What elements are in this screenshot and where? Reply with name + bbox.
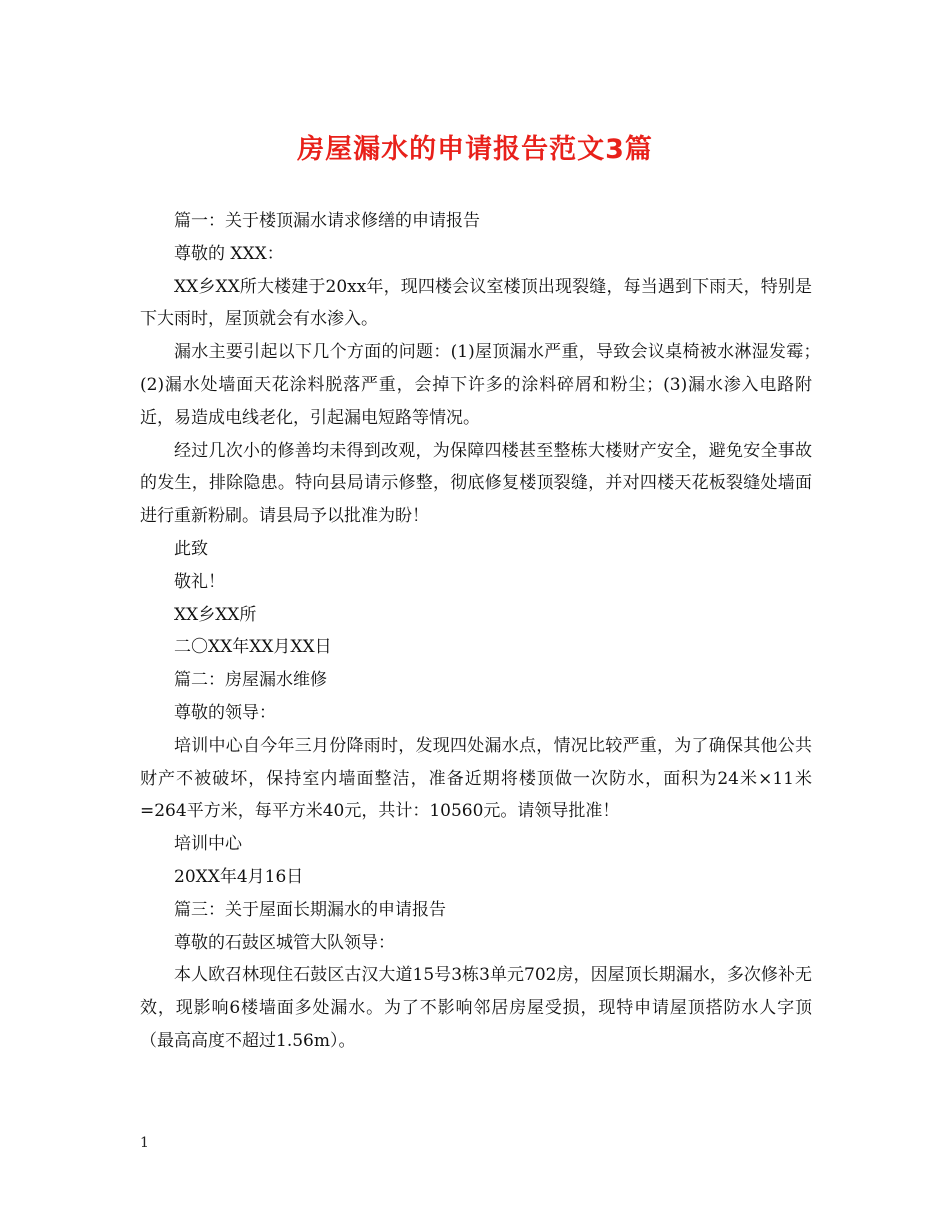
salutation: 尊敬的石鼓区城管大队领导： bbox=[174, 932, 395, 953]
body-paragraph: 经过几次小的修善均未得到改观，为保障四楼甚至整栋大楼财产安全，避免安全事故的发生，排除隐患。特向县局请示修整，彻底修复楼顶裂缝，并对四楼天花板裂缝处墙面进行重新粉刷。请县局予以批准为盼！ bbox=[140, 440, 812, 527]
signature: XX乡XX所 bbox=[174, 604, 257, 625]
salutation: 尊敬的领导： bbox=[174, 702, 276, 723]
body-paragraph: 培训中心自今年三月份降雨时，发现四处漏水点，情况比较严重，为了确保其他公共财产不被破坏，保持室内墙面整洁，准备近期将楼顶做一次防水，面积为24米×11米=264平方米，每平方米40元，共计：10560元。请领导批准！ bbox=[140, 735, 812, 822]
section-heading: 篇三：关于屋面长期漏水的申请报告 bbox=[174, 899, 446, 920]
date-line: 二〇XX年XX月XX日 bbox=[174, 637, 332, 658]
section-heading: 篇一：关于楼顶漏水请求修缮的申请报告 bbox=[174, 211, 480, 231]
body-paragraph: 漏水主要引起以下几个方面的问题：(1)屋顶漏水严重，导致会议桌椅被水淋湿发霉； (2)漏水处墙面天花涂料脱落严重，会掉下许多的涂料碎屑和粉尘；(3)漏水渗入电路附近，易造成电线老化，引起漏电短路等情况。 bbox=[140, 342, 829, 428]
document-title: 房屋漏水的申请报告范文3篇 bbox=[297, 134, 653, 165]
closing-line: 此致 bbox=[174, 538, 208, 559]
document-body bbox=[140, 205, 829, 1058]
signature: 培训中心 bbox=[174, 834, 242, 855]
section-heading: 篇二：房屋漏水维修 bbox=[174, 670, 327, 691]
body-paragraph: XX乡XX所大楼建于20xx年，现四楼会议室楼顶出现裂缝，每当遇到下雨天，特别是下大雨时，屋顶就会有水渗入。 bbox=[140, 276, 812, 330]
date-line: 20XX年4月16日 bbox=[174, 866, 304, 887]
closing-line: 敬礼！ bbox=[174, 571, 225, 592]
salutation: 尊敬的 XXX： bbox=[174, 243, 284, 264]
body-paragraph: 本人欧召林现住石鼓区古汉大道15号3栋3单元702房，因屋顶长期漏水，多次修补无效，现影响6楼墙面多处漏水。为了不影响邻居房屋受损，现特申请屋顶搭防水人字顶（最高高度不超过1.56m）。 bbox=[140, 965, 812, 1051]
page-number: 1 bbox=[140, 1135, 149, 1151]
